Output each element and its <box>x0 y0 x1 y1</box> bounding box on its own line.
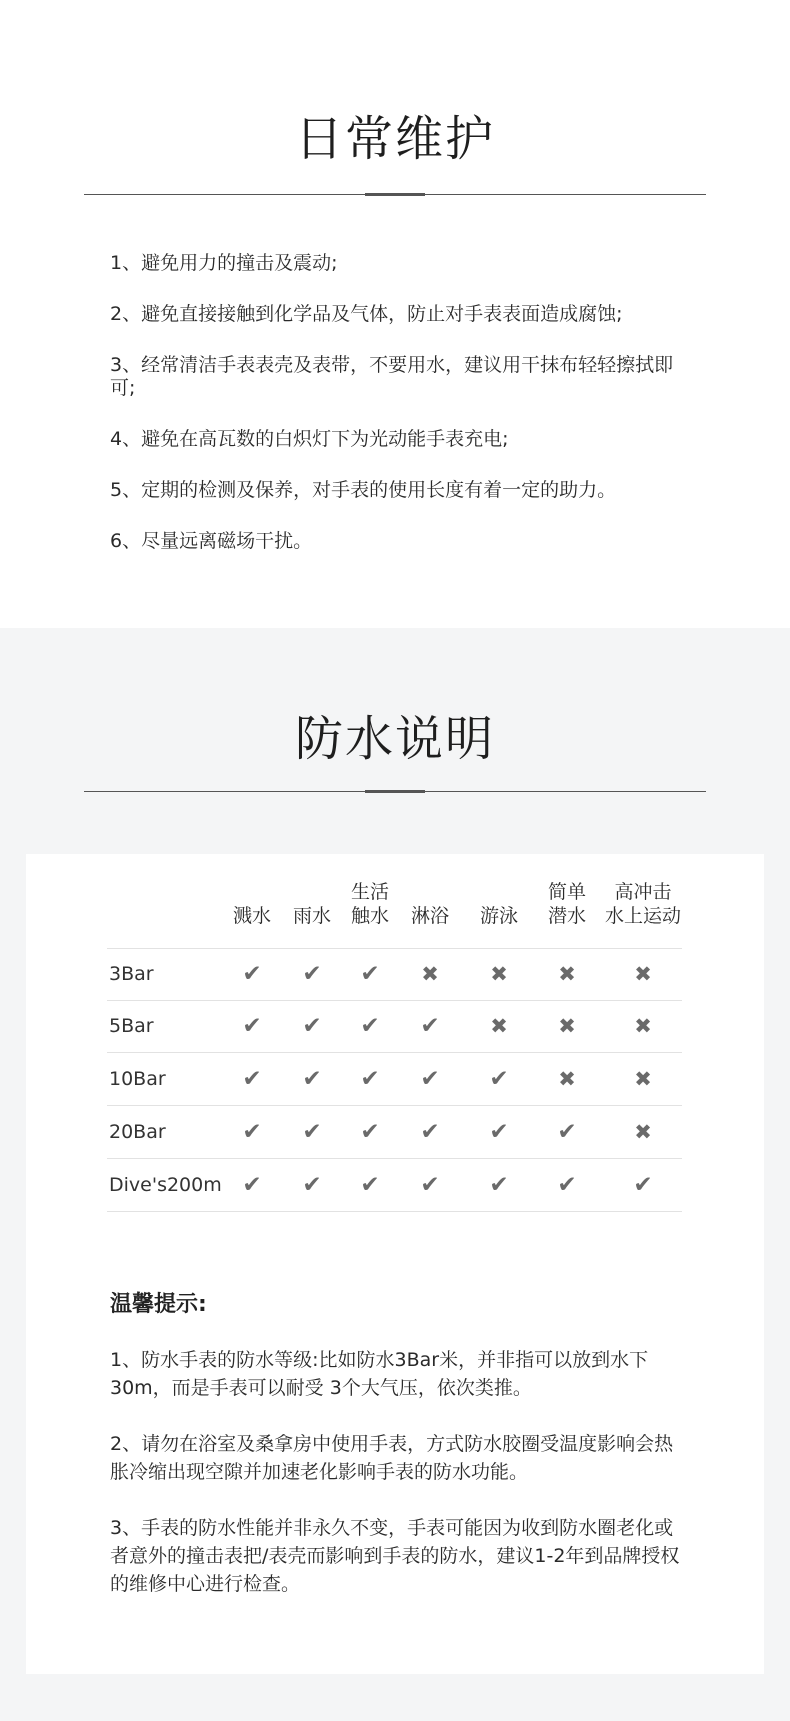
check-icon: ✔ <box>360 1118 380 1145</box>
table-row-label: 5Bar <box>109 1015 154 1037</box>
care-title-divider-accent <box>365 193 425 196</box>
table-row-label: 10Bar <box>109 1067 166 1090</box>
cross-icon: ✖ <box>421 962 439 986</box>
table-row-divider <box>107 948 682 949</box>
cross-icon: ✖ <box>558 962 576 986</box>
check-icon: ✔ <box>242 1065 262 1092</box>
column-header-line1: 简单 <box>547 881 586 903</box>
table-row-divider <box>107 1158 682 1159</box>
column-header-line2: 水上运动 <box>604 905 681 927</box>
check-icon: ✔ <box>557 1171 577 1198</box>
check-icon: ✔ <box>242 1013 262 1039</box>
check-icon: ✔ <box>302 1013 322 1039</box>
column-header-line2: 触水 <box>350 905 389 927</box>
tip-item: 2、请勿在浴室及桑拿房中使用手表，方式防水胶圈受温度影响会热胀冷缩出现空隙并加速老化影响手表的防水功能。 <box>110 1433 674 1483</box>
tip-item: 3、手表的防水性能并非永久不变，手表可能因为收到防水圈老化或者意外的撞击表把/表壳而影响到手表的防水，建议1-2年到品牌授权的维修中心进行检查。 <box>110 1517 680 1595</box>
table-row-divider <box>107 1052 682 1053</box>
check-icon: ✔ <box>633 1171 653 1198</box>
waterproof-title: 防水说明 <box>294 711 495 767</box>
check-icon: ✔ <box>420 1013 440 1039</box>
check-icon: ✔ <box>360 1171 380 1198</box>
table-row-label: 20Bar <box>109 1120 166 1143</box>
tips-title: 温馨提示: <box>110 1292 207 1317</box>
cross-icon: ✖ <box>558 1066 576 1091</box>
check-icon: ✔ <box>489 1171 509 1198</box>
check-icon: ✔ <box>242 1118 262 1145</box>
check-icon: ✔ <box>420 1171 440 1198</box>
column-header-line2: 淋浴 <box>410 905 449 927</box>
care-item: 1、避免用力的撞击及震动; <box>110 252 338 274</box>
column-header <box>593 880 693 928</box>
check-icon: ✔ <box>489 1118 509 1145</box>
table-row-divider <box>107 1000 682 1001</box>
check-icon: ✔ <box>302 961 322 987</box>
care-title: 日常维护 <box>294 111 495 167</box>
cross-icon: ✖ <box>558 1014 576 1038</box>
waterproof-title-divider-accent <box>365 790 425 793</box>
check-icon: ✔ <box>360 1013 380 1039</box>
care-list <box>110 252 690 581</box>
column-header-line1: 生活 <box>350 881 389 903</box>
column-header-line1: 高冲击 <box>614 881 672 903</box>
cross-icon: ✖ <box>634 1066 652 1091</box>
column-header-line2: 溅水 <box>232 905 271 927</box>
cross-icon: ✖ <box>634 962 652 986</box>
check-icon: ✔ <box>489 1065 509 1092</box>
check-icon: ✔ <box>360 1065 380 1092</box>
care-item: 6、尽量远离磁场干扰。 <box>110 530 313 552</box>
table-row-label: 3Bar <box>109 963 154 985</box>
check-icon: ✔ <box>302 1171 322 1198</box>
column-header-line2: 潜水 <box>547 905 586 927</box>
check-icon: ✔ <box>302 1118 322 1145</box>
check-icon: ✔ <box>420 1065 440 1092</box>
check-icon: ✔ <box>360 961 380 987</box>
care-item: 2、避免直接接触到化学品及气体，防止对手表表面造成腐蚀; <box>110 303 623 325</box>
check-icon: ✔ <box>420 1118 440 1145</box>
cross-icon: ✖ <box>490 962 508 986</box>
cross-icon: ✖ <box>634 1119 652 1144</box>
care-item: 5、定期的检测及保养，对手表的使用长度有着一定的助力。 <box>110 479 617 501</box>
table-row-divider <box>107 1105 682 1106</box>
tip-item: 1、防水手表的防水等级:比如防水3Bar米，并非指可以放到水下30m，而是手表可以耐受 3个大气压，依次类推。 <box>110 1349 649 1399</box>
check-icon: ✔ <box>242 961 262 987</box>
column-header-line2: 游泳 <box>479 905 518 927</box>
check-icon: ✔ <box>242 1171 262 1198</box>
column-header-line2: 雨水 <box>292 905 331 927</box>
care-item: 4、避免在高瓦数的白炽灯下为光动能手表充电; <box>110 428 509 450</box>
care-item: 3、经常清洁手表表壳及表带，不要用水，建议用干抹布轻轻擦拭即可; <box>110 354 674 399</box>
cross-icon: ✖ <box>634 1014 652 1038</box>
check-icon: ✔ <box>302 1065 322 1092</box>
table-row-divider <box>107 1211 682 1212</box>
cross-icon: ✖ <box>490 1014 508 1038</box>
table-row-label: Dive's200m <box>109 1173 222 1196</box>
check-icon: ✔ <box>557 1118 577 1145</box>
care-section <box>0 0 790 628</box>
